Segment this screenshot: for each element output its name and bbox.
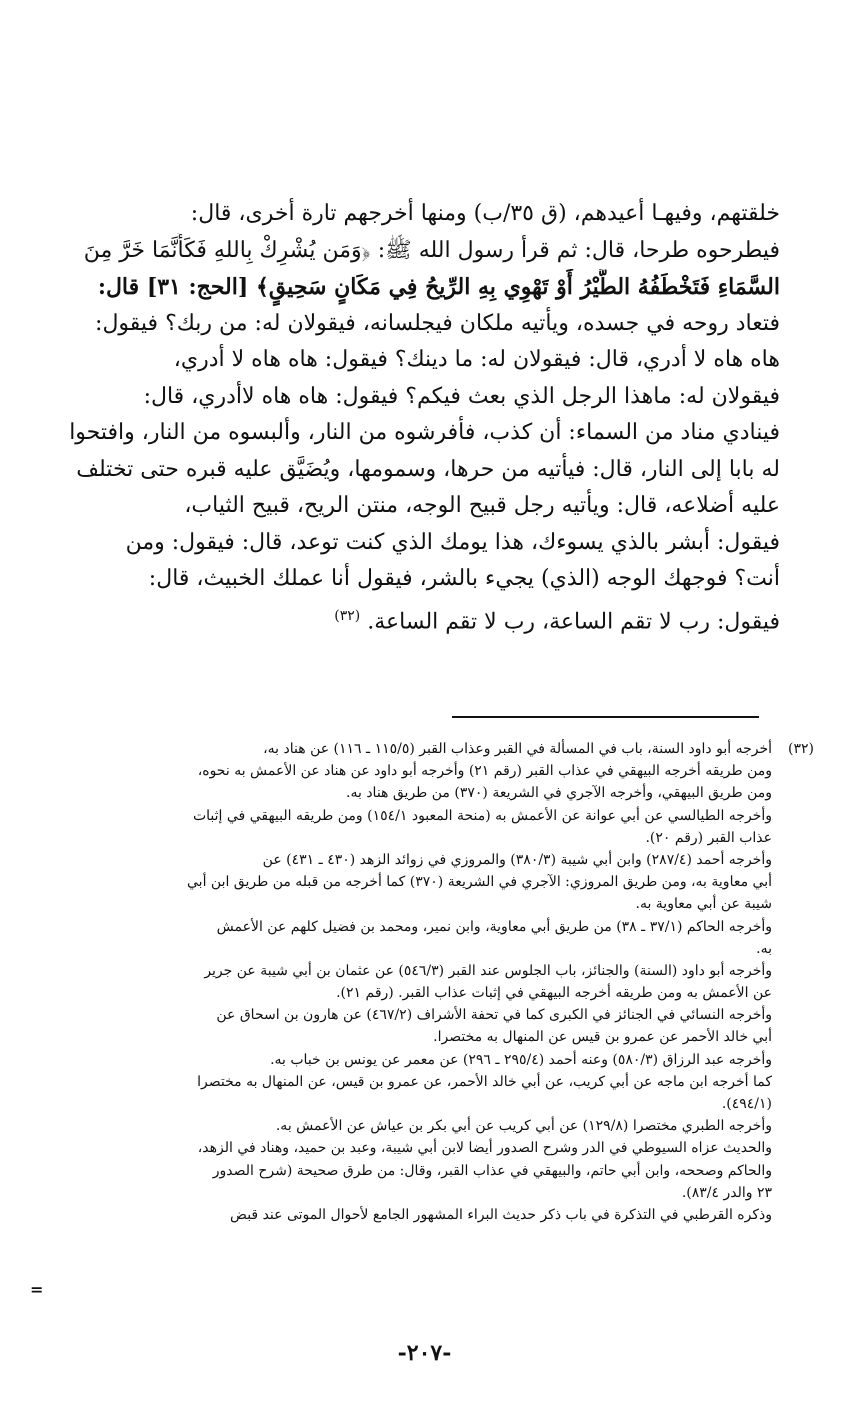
footnote-line: عذاب القبر (رقم ٢٠). — [645, 829, 772, 846]
footnote-line: أبي معاوية به، ومن طريق المروزي: الآجري في الشريعة (٣٧٠) كما أخرجه من قبله من طريق ابن أبي — [187, 874, 772, 891]
footnote-separator — [452, 716, 759, 718]
page-number: -٢٠٧- — [397, 1340, 452, 1366]
footnote-number: (٣٢) — [788, 741, 814, 757]
footnotes — [60, 738, 814, 1226]
continuation-mark: = — [30, 1280, 44, 1299]
main-text-line: فيطرحوه طرحا، قال: ثم قرأ رسول الله ﷺ: ﴿وَمَن يُشْرِكْ بِاللهِ فَكَأَنَّمَا خَرَّ مِنَ — [83, 237, 780, 263]
main-text-last-line — [60, 598, 780, 635]
main-text-line: فيقولان له: ماهذا الرجل الذي بعث فيكم؟ فيقول: هاه هاه لاأدري، قال: — [143, 383, 780, 409]
footnote-line: والحاكم وصححه، وابن أبي حاتم، والبيهقي في عذاب القبر، وقال: من طرق صحيحة (شرح الصدور — [212, 1162, 772, 1179]
main-text-line: له بابا إلى النار، قال: فيأتيه من حرها، وسمومها، ويُضَيَّق عليه قبره حتى تختلف — [76, 456, 780, 482]
footnote-line: شيبة عن أبي معاوية به. — [635, 896, 772, 913]
footnote-line: كما أخرجه ابن ماجه عن أبي كريب، عن أبي خالد الأحمر، عن عمرو بن قيس، عن المنهال به مختصرا — [197, 1073, 772, 1090]
footnote-line: وأخرجه الطبري مختصرا (١٢٩/٨) عن أبي كريب عن أبي بكر بن عياش عن الأعمش به. — [275, 1118, 772, 1135]
footnote-line: أخرجه أبو داود السنة، باب في المسألة في القبر وعذاب القبر (١١٥/٥ ـ ١١٦) عن هناد به، — [263, 741, 772, 757]
footnote-line: ومن طريقه أخرجه البيهقي في عذاب القبر (رقم ٢١) وأخرجه أبو داود عن هناد عن الأعمش به نحوه، — [197, 763, 772, 780]
main-text-line: هاه هاه لا أدري، قال: فيقولان له: ما دينك؟ فيقول: هاه هاه لا أدري، — [173, 347, 780, 372]
footnote-line: والحديث عزاه السيوطي في الدر وشرح الصدور أيضا لابن أبي شيبة، وعبد بن حميد، وهناد في الزهد، — [197, 1140, 772, 1157]
footnote-line: (٤٩٤/١). — [721, 1096, 772, 1112]
footnote-line: ومن طريق البيهقي، وأخرجه الآجري في الشريعة (٣٧٠) من طريق هناد به. — [346, 785, 772, 802]
main-text-line: فيقول: أبشر بالذي يسوءك، هذا يومك الذي كنت توعد، قال: فيقول: ومن — [125, 529, 780, 555]
main-text-line: فيقول: رب لا تقم الساعة، رب لا تقم الساعة. — [367, 608, 780, 634]
main-text-line: خلقتهم، وفيهـا أعيدهم، (ق ٣٥/ب) ومنها أخرجهم تارة أخرى، قال: — [190, 201, 780, 226]
footnote-line: عن الأعمش به ومن طريقه أخرجه البيهقي في إثبات عذاب القبر. (رقم ٢١). — [336, 985, 772, 1002]
footnote-line: وأخرجه أحمد (٢٨٧/٤) وابن أبي شيبة (٣٨٠/٣) والمروزي في زوائد الزهد (٤٣٠ ـ ٤٣١) عن — [262, 851, 772, 868]
footnote-line: به. — [756, 940, 772, 957]
footnote-reference[interactable]: (٣٢) — [334, 607, 361, 624]
main-text-line: فينادي مناد من السماء: أن كذب، فأفرشوه من النار، وألبسوه من النار، وافتحوا — [69, 420, 780, 445]
footnote-line: وأخرجه الطيالسي عن أبي عوانة عن الأعمش به (منحة المعبود ١٥٤/١) ومن طريقه البيهقي في إثبات — [192, 807, 772, 824]
main-text — [60, 196, 780, 634]
footnote-line: وأخرجه الحاكم (٣٧/١ ـ ٣٨) من طريق أبي معاوية، وابن نمير، ومحمد بن فضيل كلهم عن الأعمش — [216, 918, 772, 935]
footnote-line: وأخرجه النسائي في الجنائز في الكبرى كما في تحفة الأشراف (٤٦٧/٢) عن هارون بن اسحاق عن — [216, 1007, 772, 1024]
main-text-line: أنت؟ فوجهك الوجه (الذي) يجيء بالشر، فيقول أنا عملك الخبيث، قال: — [148, 566, 780, 591]
footnote-line: وأخرجه عبد الرزاق (٥٨٠/٣) وعنه أحمد (٢٩٥/٤ ـ ٢٩٦) عن معمر عن يونس بن خباب به. — [270, 1051, 772, 1068]
footnote-line: وأخرجه أبو داود (السنة) والجنائز، باب الجلوس عند القبر (٥٤٦/٣) عن عثمان بن أبي شيبة عن جرير — [204, 962, 772, 979]
footnote-line: وذكره القرطبي في التذكرة في باب ذكر حديث البراء المشهور الجامع لأحوال الموتى عند قبض — [230, 1206, 772, 1223]
main-text-line: عليه أضلاعه، قال: ويأتيه رجل قبيح الوجه، منتن الريح، قبيح الثياب، — [184, 493, 780, 518]
footnote-line: ٢٣ والدر ٨٣/٤). — [681, 1184, 772, 1201]
main-text-line: فتعاد روحه في جسده، ويأتيه ملكان فيجلسانه، فيقولان له: من ربك؟ فيقول: — [95, 310, 780, 336]
main-text-line-quran: السَّمَاءِ فَتَخْطَفُهُ الطَّيْرُ أَوْ تَهْوِي بِهِ الرِّيحُ فِي مَكَانٍ سَحِيقٍ﴾ [الحج: ٣١] قال: — [97, 274, 780, 300]
footnote-line: أبي خالد الأحمر عن عمرو بن قيس عن المنهال به مختصرا. — [433, 1029, 772, 1046]
